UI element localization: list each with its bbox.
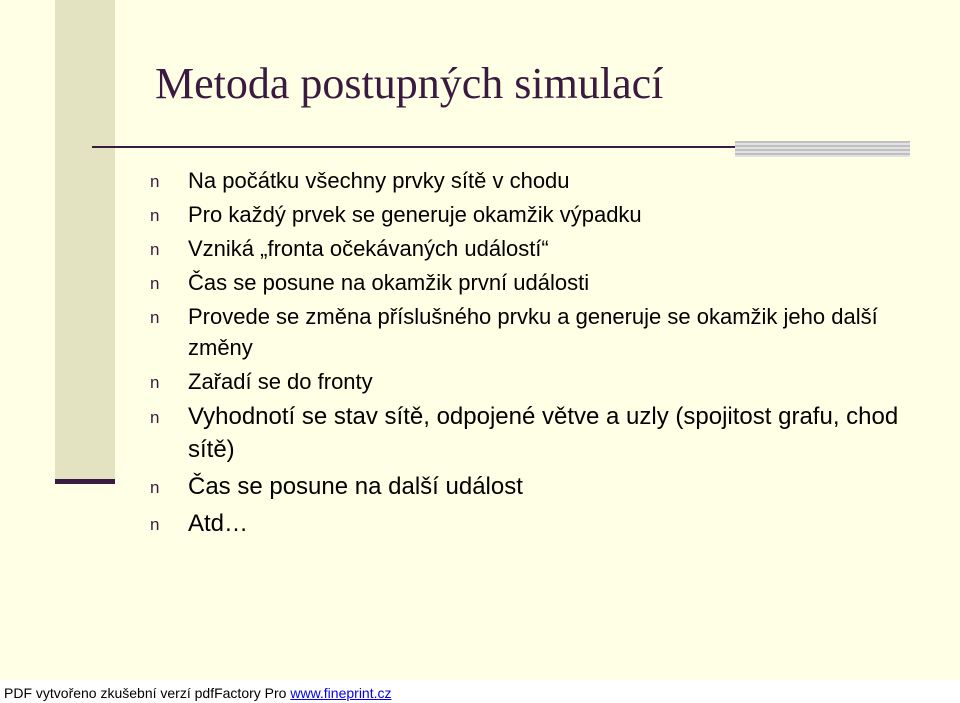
bullet-item <box>150 400 910 466</box>
bullet-list <box>150 165 910 544</box>
bullet-marker-icon: n <box>150 206 160 225</box>
bullet-text: Vzniká „fronta očekávaných událostí“ <box>188 236 549 261</box>
bullet-text: Zařadí se do fronty <box>188 369 373 394</box>
bullet-marker-icon: n <box>150 478 160 497</box>
bullet-marker-icon: n <box>150 172 160 191</box>
bullet-text: Provede se změna příslušného prvku a generuje se okamžik jeho další změny <box>188 304 878 360</box>
bullet-item <box>150 301 910 363</box>
bullet-marker-icon: n <box>150 240 160 259</box>
left-decorative-bar <box>55 0 115 482</box>
bullet-item <box>150 470 910 503</box>
bullet-item <box>150 199 910 230</box>
bullet-text: Pro každý prvek se generuje okamžik výpadku <box>188 202 642 227</box>
bullet-item <box>150 165 910 196</box>
bullet-marker-icon: n <box>150 515 160 534</box>
bullet-text: Čas se posune na okamžik první události <box>188 270 590 295</box>
bullet-item <box>150 507 910 540</box>
bullet-marker-icon: n <box>150 308 160 327</box>
bullet-item <box>150 267 910 298</box>
pdf-footer <box>0 684 960 703</box>
bullet-text: Atd… <box>188 510 249 537</box>
bullet-marker-icon: n <box>150 373 160 392</box>
bullet-marker-icon: n <box>150 274 160 293</box>
slide-title: Metoda postupných simulací <box>155 59 664 108</box>
bullet-text: Vyhodnotí se stav sítě, odpojené větve a uzly (spojitost grafu, chod sítě) <box>188 403 899 463</box>
bullet-text: Na počátku všechny prvky sítě v chodu <box>188 168 570 193</box>
footer-text: PDF vytvořeno zkušební verzí pdfFactory Pro <box>4 685 291 701</box>
bullet-text: Čas se posune na další událost <box>188 473 523 500</box>
bullet-item <box>150 366 910 397</box>
title-decorative-band <box>735 141 910 157</box>
left-accent-line <box>55 479 115 484</box>
bullet-item <box>150 233 910 264</box>
footer-link[interactable]: www.fineprint.cz <box>290 685 392 701</box>
bullet-marker-icon: n <box>150 408 160 427</box>
